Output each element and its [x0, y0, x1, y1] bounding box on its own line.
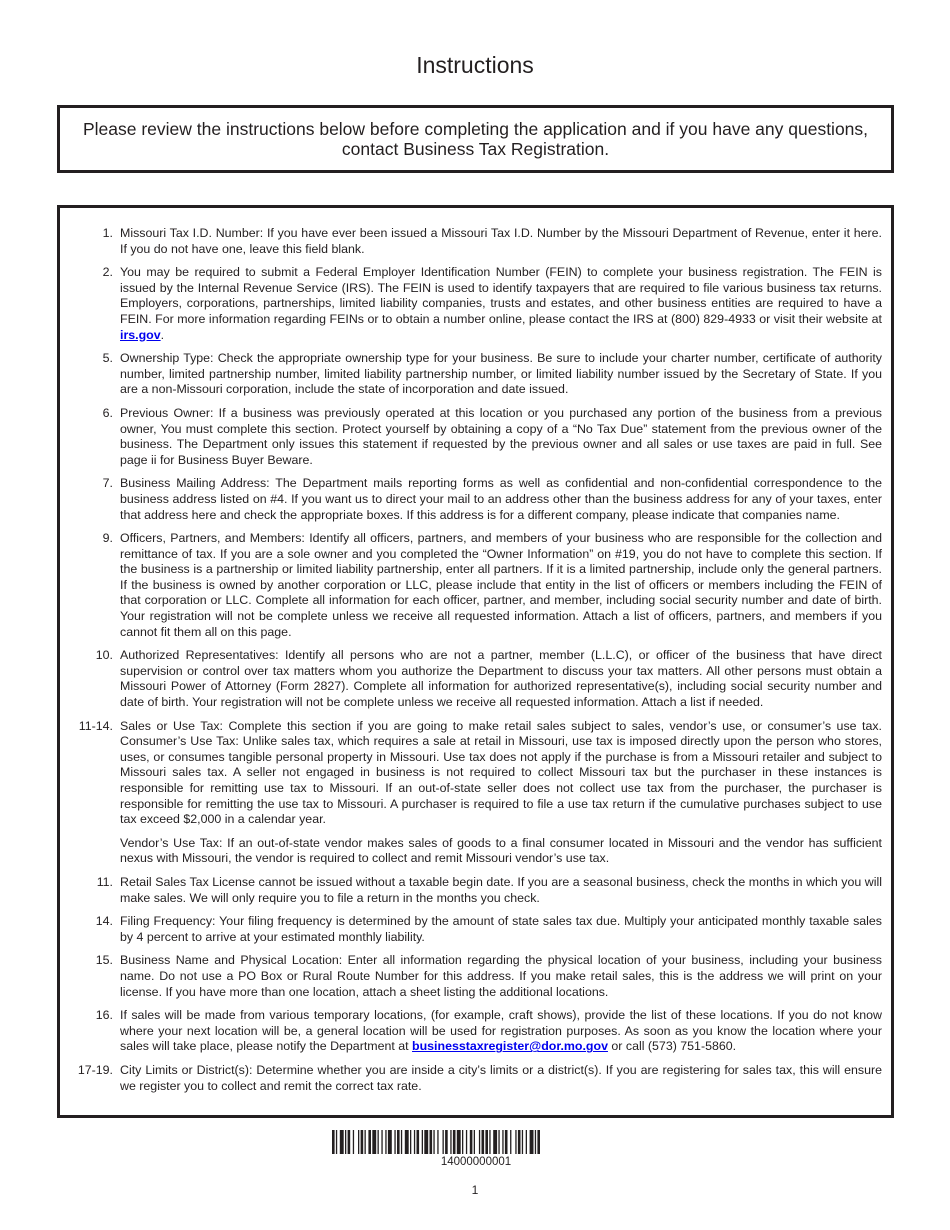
barcode-graphic [332, 1130, 620, 1154]
barcode-bar [530, 1130, 534, 1154]
notice-box [57, 105, 894, 173]
instruction-number: 11-14. [78, 718, 113, 733]
barcode-bar [394, 1130, 395, 1154]
instruction-number: 9. [102, 531, 113, 546]
instruction-text [120, 406, 882, 468]
instruction-text-body: City Limits or District(s): Determine whether you are inside a city’s limits or a district(s). If you are registering for sales tax, this will ensure we register you to collect and remit the correct tax rate. [120, 1062, 882, 1093]
barcode-bar [410, 1130, 411, 1154]
instruction-item [76, 351, 882, 398]
instruction-number: 17-19. [77, 1062, 113, 1077]
barcode-bar [424, 1130, 428, 1154]
instruction-number: 10. [95, 648, 113, 663]
instruction-item [76, 648, 882, 710]
barcode-bar [522, 1130, 523, 1154]
barcode-bar [385, 1130, 386, 1154]
barcode-bar [340, 1130, 344, 1154]
instruction-text [120, 953, 882, 1000]
instruction-text-body: You may be required to submit a Federal Employer Identification Number (FEIN) to complete your business registration. The FEIN is issued by the Internal Revenue Service (IRS). The FEIN is used to identify taxpayers that are required to file various business tax returns. Employers, corporations, partnerships, limited liability companies, trusts and estates, and other business entities are required to have a FEIN. For more information regarding FEINs or to obtain a number online, please contact the IRS at (800) 829-4933 or visit their website at [120, 265, 882, 326]
instruction-text-body: Filing Frequency: Your filing frequency is determined by the amount of state sales tax due. Multiply your anticipated monthly taxable sales by 4 percent to arrive at your estimated monthly liability. [120, 914, 882, 944]
barcode-bar [498, 1130, 499, 1154]
instruction-item [76, 1063, 882, 1094]
barcode-bar [535, 1130, 536, 1154]
instruction-text [120, 531, 882, 640]
barcode-bar [457, 1130, 461, 1154]
instruction-text-body: Business Mailing Address: The Department mails reporting forms as well as confidential and non-confidential correspondence to the business address listed on #4. If you want us to direct your mail to an address other than the business address for any of your taxes, enter that address here and check the appropriate boxes. If this address is for a different company, please indicate that companies name. [120, 476, 882, 522]
barcode-bar [482, 1130, 485, 1154]
instruction-text [120, 265, 882, 343]
barcode-bar [450, 1130, 451, 1154]
page-title: Instructions [416, 52, 534, 78]
instruction-item [76, 914, 882, 945]
instruction-text [120, 914, 882, 945]
instruction-text-body: Retail Sales Tax License cannot be issued without a taxable begin date. If you are a seasonal business, check the months in which you will make sales. We will only require you to file a return in the months you check. [120, 874, 882, 905]
barcode-bar [485, 1130, 488, 1154]
barcode-bar [405, 1130, 409, 1154]
barcode-bar [518, 1130, 521, 1154]
instruction-text [120, 476, 882, 523]
instruction-number: 15. [95, 953, 113, 968]
barcode-number: 14000000001 [440, 1156, 512, 1168]
instruction-link[interactable]: businesstaxregister@dor.mo.gov [412, 1039, 608, 1054]
barcode-bar [537, 1130, 540, 1154]
instruction-text-tail: . [160, 327, 165, 342]
instructions-list [76, 226, 882, 1102]
barcode-bar [368, 1130, 371, 1154]
barcode-bar [430, 1130, 433, 1154]
instruction-text [120, 648, 882, 710]
barcode-bar [336, 1130, 337, 1154]
barcode-bar [417, 1130, 420, 1154]
barcode-bar [502, 1130, 503, 1154]
instructions-box [57, 205, 894, 1118]
barcode-bar [353, 1130, 354, 1154]
instruction-text [120, 875, 882, 906]
instruction-text [120, 1063, 882, 1094]
barcode-bar [397, 1130, 400, 1154]
barcode-bar [443, 1130, 444, 1154]
barcode [332, 1130, 620, 1168]
instruction-text-body: If sales will be made from various temporary locations, (for example, craft shows), provide the list of these locations. If you do not know where your next location will be, a general location will be used for registration purposes. As soon as you know the location where your sales will take place, please notify the Department at [120, 1008, 882, 1054]
barcode-bar [479, 1130, 480, 1154]
instruction-number: 14. [95, 914, 113, 929]
instruction-text-secondary: Vendor’s Use Tax: If an out-of-state vendor makes sales of goods to a final consumer located in Missouri and the vendor has sufficient nexus with Missouri, the vendor is required to collect and remit Missouri vendor’s use tax. [120, 835, 882, 866]
instruction-number: 7. [102, 476, 113, 491]
barcode-bar [372, 1130, 376, 1154]
instruction-text [120, 1008, 882, 1055]
barcode-bar [515, 1130, 516, 1154]
instruction-item [76, 953, 882, 1000]
instruction-number: 1. [102, 226, 113, 240]
barcode-bar [422, 1130, 423, 1154]
instruction-text-body: Authorized Representatives: Identify all persons who are not a partner, member (L.L.C), or officer of the business that have direct supervision or control over tax matters whom you authorize the Department to discuss your tax matters. All other persons must obtain a Missouri Power of Attorney (Form 2827). Complete all information for authorized representative(s), including social security number and date of birth. Your registration will not be complete unless we receive all requested information. Attach a list if needed. [120, 648, 882, 710]
barcode-bar [365, 1130, 366, 1154]
barcode-bar [414, 1130, 415, 1154]
barcode-bar [505, 1130, 508, 1154]
barcode-bar [445, 1130, 448, 1154]
instruction-text-body: Missouri Tax I.D. Number: If you have ever been issued a Missouri Tax I.D. Number by the Missouri Department of Revenue, enter it here. If you do not have one, leave this field blank. [120, 226, 882, 256]
instruction-item [76, 1008, 882, 1055]
instruction-item [76, 226, 882, 257]
barcode-bar [526, 1130, 527, 1154]
barcode-bar [493, 1130, 497, 1154]
barcode-bar [401, 1130, 402, 1154]
page-number: 1 [471, 1183, 479, 1197]
instruction-text-body: Officers, Partners, and Members: Identify all officers, partners, and members of your business who are responsible for the collection and remittance of tax. If you are a sole owner and you completed the “Owner Information” on #19, you do not have to complete this section. If the business is a partnership or limited liability partnership, enter all partners. If it is a limited partnership, include only the general partners. If the business is owned by another corporation or LLC, please include that entity in the list of officers or members including the FEIN of that corporation or LLC. Complete all information for each officer, partner, and member, including social security number and date of birth. Your registration will not be complete unless we receive all requested information. Attach a list of officers, partners, and members if you cannot fit them all on this page. [120, 531, 882, 639]
barcode-bar [433, 1130, 434, 1154]
instruction-text-body: Business Name and Physical Location: Enter all information regarding the physical location of your business, including your business name. Do not use a PO Box or Rural Route Number for this address. If you make retail sales, this is the address we will print on your license. If you have more than one location, attach a sheet listing the additional locations. [120, 953, 882, 999]
barcode-bar [381, 1130, 382, 1154]
instruction-number: 2. [102, 265, 113, 280]
barcode-bar [345, 1130, 346, 1154]
instruction-text [120, 719, 882, 828]
instruction-number: 11. [96, 874, 113, 889]
instruction-item [76, 265, 882, 343]
instruction-number: 6. [102, 405, 113, 420]
instruction-text-body: Ownership Type: Check the appropriate ownership type for your business. Be sure to include your charter number, certificate of authority number, limited partnership number, limited liability partnership number, or limited liability number issued by the Secretary of State. If you are a non-Missouri corporation, include the state of incorporation and date issued. [120, 351, 882, 397]
barcode-bar [510, 1130, 511, 1154]
barcode-bar [437, 1130, 438, 1154]
barcode-bar [462, 1130, 463, 1154]
barcode-bar [489, 1130, 490, 1154]
barcode-bar [332, 1130, 335, 1154]
barcode-bar [466, 1130, 467, 1154]
barcode-bar [453, 1130, 456, 1154]
barcode-bar [378, 1130, 379, 1154]
barcode-bar [388, 1130, 392, 1154]
notice-text: Please review the instructions below before completing the application and if you have any questions, contact Business Tax Registration. [82, 119, 869, 159]
barcode-bar [348, 1130, 351, 1154]
instruction-item [76, 476, 882, 523]
instruction-number: 16. [95, 1008, 113, 1023]
barcode-bar [361, 1130, 364, 1154]
instruction-number: 5. [102, 351, 113, 366]
barcode-bar [474, 1130, 475, 1154]
instruction-text-tail: or call (573) 751-5860. [607, 1039, 737, 1054]
instruction-item [76, 406, 882, 468]
instruction-text [120, 351, 882, 398]
instruction-item [76, 719, 882, 867]
instruction-text [120, 226, 882, 257]
instruction-text-body: Sales or Use Tax: Complete this section if you are going to make retail sales subject to sales, vendor’s use, or consumer’s use tax. Consumer’s Use Tax: Unlike sales tax, which requires a sale at retail in Missouri, use tax is imposed directly upon the person who stores, uses, or consumes tangible personal property in Missouri. Use tax does not apply if the purchase is from a Missouri retailer and subject to Missouri sales tax. A seller not engaged in business is not required to collect Missouri tax but the purchaser in these instances is responsible for remitting use tax to Missouri. If an out-of-state seller does not collect use tax from the purchaser, the purchaser is responsible for remitting the use tax to Missouri. A purchaser is required to file a use tax return if the cumulative purchases subject to use tax exceed $2,000 in a calendar year. [120, 718, 882, 827]
instruction-text-body: Previous Owner: If a business was previously operated at this location or you purchased any portion of the business from a previous owner, You must complete this section. Protect yourself by obtaining a copy of a “No Tax Due” statement from the previous owner of the business. The Department only issues this statement if requested by the previous owner and all sales or use taxes are paid in full. See page ii for Business Buyer Beware. [120, 405, 882, 467]
instruction-item [76, 531, 882, 640]
barcode-bar [470, 1130, 473, 1154]
instruction-item [76, 875, 882, 906]
barcode-bar [358, 1130, 359, 1154]
instruction-link[interactable]: irs.gov [120, 327, 161, 342]
